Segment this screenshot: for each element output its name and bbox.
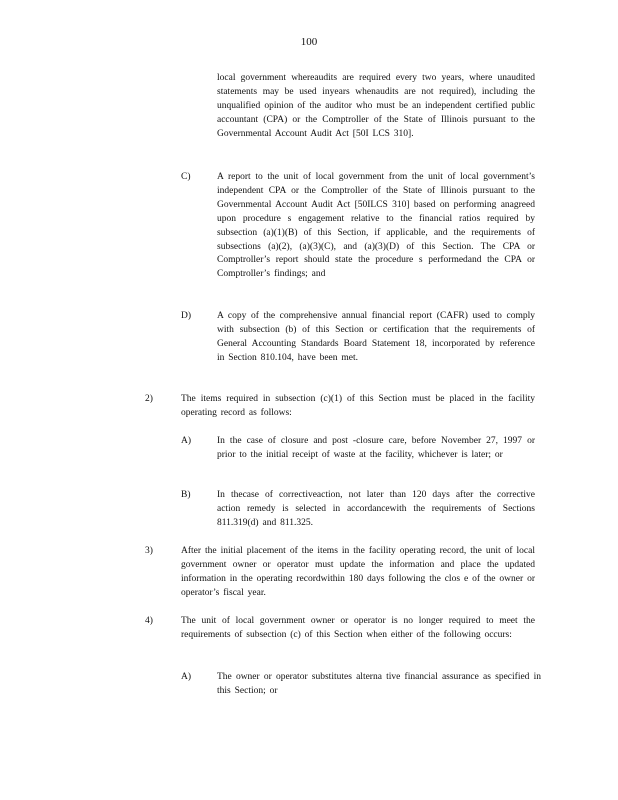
item-text-2: The items required in subsection (c)(1) of this Section must be placed in the facility operating record as follows: <box>181 394 535 418</box>
item-text-3: After the initial placement of the items in the facility operating record, the unit of local government owner or operator must update the information and place the updated information in the operating recordwithin 180 days following the clos e of the owner or operator’s fiscal year. <box>181 546 535 598</box>
item-text-2b: In thecase of correctiveaction, not later than 120 days after the corrective action remedy is selected in accordancewith the requirements of Sections 811.319(d) and 811.325. <box>217 490 535 528</box>
item-text-c: A report to the unit of local government from the unit of local government’s independent CPA or the Comptroller of the State of Illinois pursuant to the Governmental Account Audit Act [50ILCS 310] based on performing anagreed upon procedure s engagement relative to the financial ratios required by subsection (a)(1)(B) of this Section, if applicable, and the requirements of subsections (a)(2), (a)(3)(C), and (a)(3)(D) of this Section. The CPA or Comptroller’s report should state the procedure s performedand the CPA or Comptroller’s findings; and <box>217 172 535 280</box>
continuation-paragraph: local government whereaudits are required every two years, where unaudited statements may be used inyears whenaudits are not required), including the unqualified opinion of the auditor who must be an independent certified public accountant (CPA) or the Comptroller of the State of Illinois pursuant to the Governmental Account Audit Act [50I LCS 310]. <box>217 73 535 139</box>
item-label-d: D) <box>181 311 192 321</box>
item-text-4a: The owner or operator substitutes alterna tive financial assurance as specified in this Section; or <box>217 672 541 696</box>
item-label-c: C) <box>181 172 191 182</box>
item-label-2: 2) <box>145 394 153 404</box>
item-text-4: The unit of local government owner or operator is no longer required to meet the requirements of subsection (c) of this Section when either of the following occurs: <box>181 616 535 640</box>
item-label-4: 4) <box>145 616 153 626</box>
item-label-2b: B) <box>181 490 191 500</box>
page-number: 100 <box>300 36 318 48</box>
item-label-3: 3) <box>145 546 153 556</box>
item-label-2a: A) <box>181 436 192 446</box>
item-text-2a: In the case of closure and post -closure care, before November 27, 1997 or prior to the initial receipt of waste at the facility, whichever is later; or <box>217 436 535 460</box>
item-text-d: A copy of the comprehensive annual financial report (CAFR) used to comply with subsection (b) of this Section or certification that the requirements of General Accounting Standards Board Statement 18, incorporated by reference in Section 810.104, have been met. <box>217 311 535 363</box>
item-label-4a: A) <box>181 672 192 682</box>
